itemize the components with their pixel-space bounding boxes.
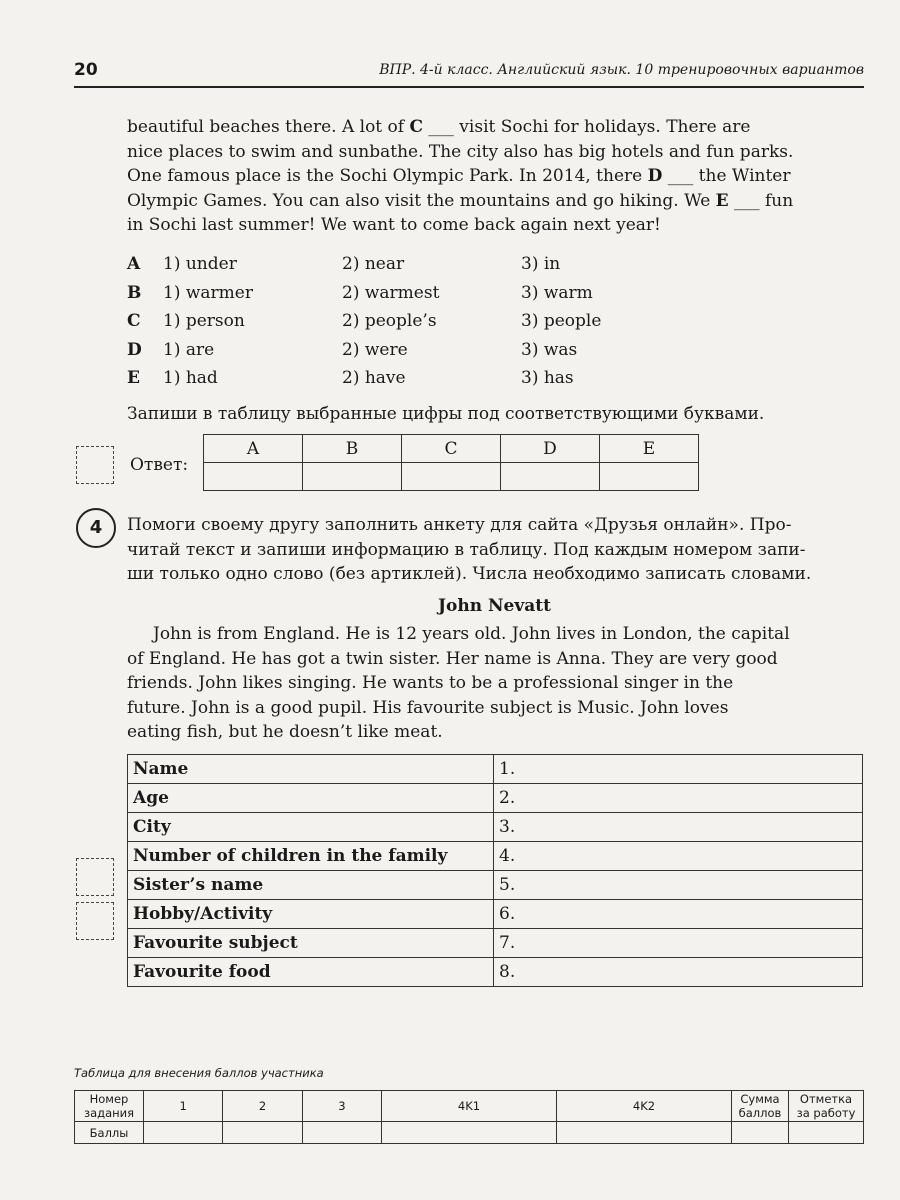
passage-line: in Sochi last summer! We want to come back again next year!	[127, 215, 661, 235]
score-box-task4-k2[interactable]	[76, 902, 114, 940]
answer-field[interactable]: 1.	[494, 755, 863, 784]
table-row: Sister’s name 5.	[128, 871, 863, 900]
answer-field[interactable]: 5.	[494, 871, 863, 900]
score-row-label: Баллы	[75, 1122, 144, 1144]
story-line: friends. John likes singing. He wants to be a professional singer in the	[127, 673, 734, 693]
score-cell[interactable]	[382, 1122, 557, 1144]
answer-header: D	[501, 435, 600, 463]
table-row: Age 2.	[128, 784, 863, 813]
task-number-badge: 4	[76, 508, 116, 548]
score-cell[interactable]	[789, 1122, 864, 1144]
passage-line: One famous place is the Sochi Olympic Park. In 2014, there D ___ the Winter	[127, 166, 791, 186]
option-row-e: E 1) had 2) have 3) has	[127, 368, 574, 388]
table-row: Number of children in the family 4.	[128, 842, 863, 871]
score-sum-header: Сумма баллов	[732, 1091, 789, 1122]
running-title: ВПР. 4-й класс. Английский язык. 10 тренировочных вариантов	[379, 62, 864, 78]
score-box-task4-k1[interactable]	[76, 858, 114, 896]
option-row-a: A 1) under 2) near 3) in	[127, 254, 561, 274]
answer-field[interactable]: 2.	[494, 784, 863, 813]
score-cell[interactable]	[223, 1122, 302, 1144]
passage-line: beautiful beaches there. A lot of C ___ visit Sochi for holidays. There are	[127, 117, 751, 137]
answer-header: A	[204, 435, 303, 463]
answer-table	[203, 434, 699, 491]
answer-header: E	[600, 435, 699, 463]
score-col-header: 4K1	[382, 1091, 557, 1122]
table-row: Favourite subject 7.	[128, 929, 863, 958]
passage-continuation	[127, 115, 862, 238]
score-cell[interactable]	[144, 1122, 223, 1144]
answer-header: C	[402, 435, 501, 463]
passage-line: Olympic Games. You can also visit the mountains and go hiking. We E ___ fun	[127, 190, 794, 211]
story-line: of England. He has got a twin sister. Her name is Anna. They are very good	[127, 648, 778, 669]
table-row: City 3.	[128, 813, 863, 842]
table-row: Hobby/Activity 6.	[128, 900, 863, 929]
score-col-header: 2	[223, 1091, 302, 1122]
score-box-task3[interactable]	[76, 446, 114, 484]
answer-cell-e[interactable]	[600, 463, 699, 491]
score-cell[interactable]	[302, 1122, 381, 1144]
profile-table	[127, 754, 863, 987]
score-col-header: 3	[302, 1091, 381, 1122]
passage-line: nice places to swim and sunbathe. The city also has big hotels and fun parks.	[127, 141, 794, 162]
story-line: John is from England. He is 12 years old. John lives in London, the capital	[153, 624, 790, 644]
story-line: eating fish, but he doesn’t like meat.	[127, 722, 443, 742]
page-header	[74, 54, 864, 88]
score-table	[74, 1090, 864, 1144]
answer-field[interactable]: 8.	[494, 958, 863, 987]
answer-header: B	[303, 435, 402, 463]
page-number: 20	[74, 60, 98, 80]
option-row-d: D 1) are 2) were 3) was	[127, 339, 578, 360]
score-cell[interactable]	[732, 1122, 789, 1144]
score-col-header: 1	[144, 1091, 223, 1122]
score-mark-header: Отметка за работу	[789, 1091, 864, 1122]
answer-label: Ответ:	[130, 455, 189, 475]
answer-cell-c[interactable]	[402, 463, 501, 491]
score-table-caption: Таблица для внесения баллов участника	[74, 1066, 324, 1080]
option-row-c: C 1) person 2) people’s 3) people	[127, 311, 602, 331]
answer-cell-b[interactable]	[303, 463, 402, 491]
task4-line: читай текст и запиши информацию в таблицу. Под каждым номером запи-	[127, 539, 806, 560]
option-row-b: B 1) warmer 2) warmest 3) warm	[127, 282, 593, 303]
answer-options	[127, 252, 727, 395]
table-row: Favourite food 8.	[128, 958, 863, 987]
story-text	[127, 622, 863, 745]
answer-field[interactable]: 3.	[494, 813, 863, 842]
answer-field[interactable]: 6.	[494, 900, 863, 929]
answer-cell-a[interactable]	[204, 463, 303, 491]
task4-line: Помоги своему другу заполнить анкету для сайта «Друзья онлайн». Про-	[127, 515, 792, 535]
story-line: future. John is a good pupil. His favourite subject is Music. John loves	[127, 697, 729, 718]
score-col-header: 4K2	[557, 1091, 732, 1122]
score-row-label: Номер задания	[75, 1091, 144, 1122]
table-row: Name 1.	[128, 755, 863, 784]
answer-field[interactable]: 4.	[494, 842, 863, 871]
answer-cell-d[interactable]	[501, 463, 600, 491]
task4-line: ши только одно слово (без артиклей). Числа необходимо записать словами.	[127, 564, 812, 584]
answer-field[interactable]: 7.	[494, 929, 863, 958]
story-title: John Nevatt	[438, 596, 551, 616]
task4-instructions	[127, 513, 862, 587]
answer-instruction: Запиши в таблицу выбранные цифры под соответствующими буквами.	[127, 404, 765, 424]
score-cell[interactable]	[557, 1122, 732, 1144]
